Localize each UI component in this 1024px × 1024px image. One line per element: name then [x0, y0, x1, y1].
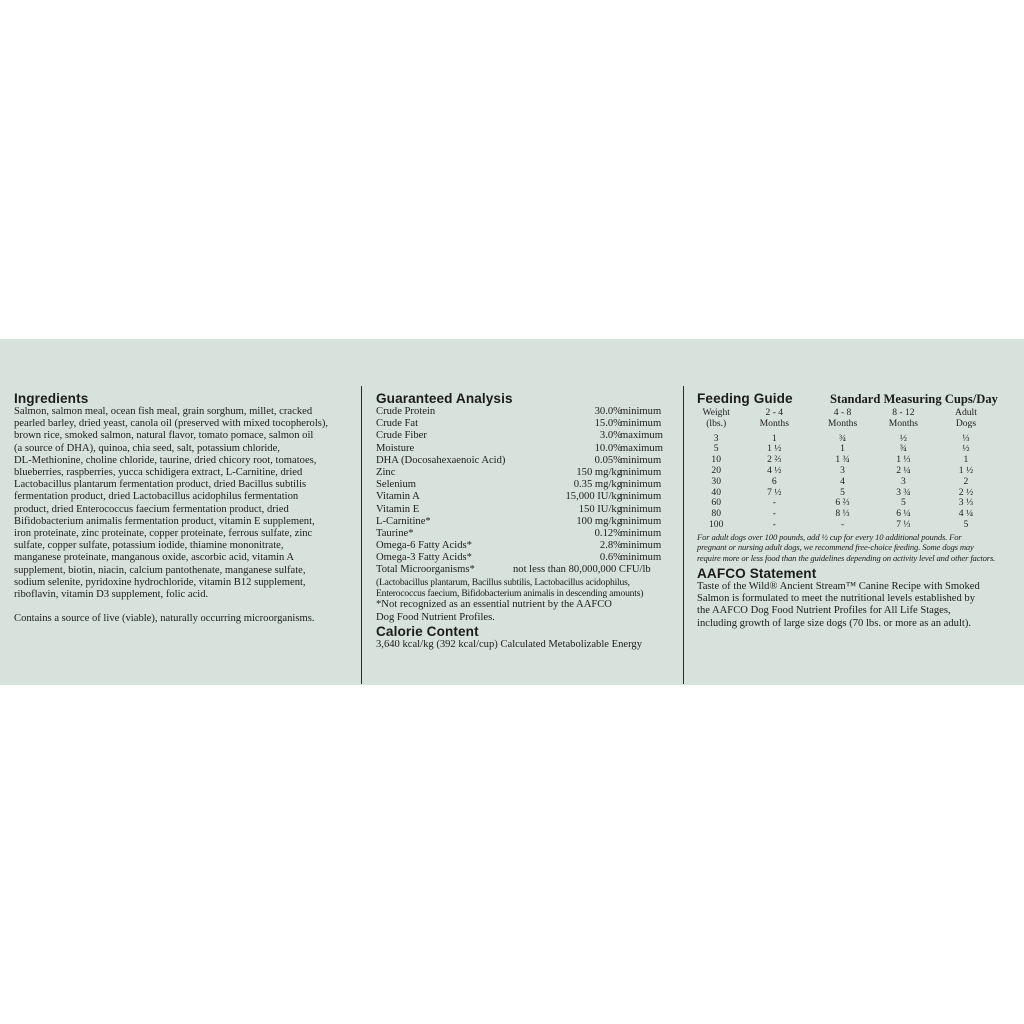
feeding-column-header	[735, 408, 813, 430]
analysis-value: 2.8%	[599, 540, 622, 552]
analysis-qualifier: minimum	[620, 454, 662, 466]
feeding-table-header	[697, 408, 997, 430]
feeding-cups-cell: -	[772, 518, 776, 530]
feeding-row	[697, 509, 997, 520]
ingredients-list: Salmon, salmon meal, ocean fish meal, grain sorghum, millet, cracked pearled barley, dried yeast, canola oil (preserved with mixed tocopherols), brown rice, smoked salmon, natural flavor, tomato pomace, salmon oil (a source of DHA), quinoa, chia seed, salt, potassium chloride, DL-Methionine, choline chloride, taurine, dried chicory root, tomatoes, blueberries, raspberries, yucca schidigera extract, L-Carnitine, dried Lactobacillus plantarum fermentation product, dried Bacillus subtilis fermentation product, dried Lactobacillus acidophilus fermentation product, dried Enterococcus faecium fermentation product, dried Bifidobacterium animalis fermentation product, vitamin E supplement, iron proteinate, zinc proteinate, copper proteinate, ferrous sulfate, zinc sulfate, copper sulfate, potassium iodide, thiamine mononitrate, manganese proteinate, manganous oxide, ascorbic acid, vitamin A supplement, biotin, niacin, calcium pantothenate, manganese sulfate, sodium selenite, pyridoxine hydrochloride, vitamin B12 supplement, riboflavin, vitamin D3 supplement, folic acid.	[14, 406, 329, 601]
feeding-cups-cell: 3 ¾	[896, 486, 911, 498]
column-header-line1: Adult	[955, 407, 977, 418]
analysis-nutrient: L-Carnitine*	[376, 515, 431, 527]
feeding-cups-cell: 1	[771, 432, 777, 444]
feeding-cups-cell: 6 ¼	[896, 508, 911, 520]
feeding-cups-cell: ¾	[838, 432, 847, 444]
analysis-value: 0.05%	[594, 454, 622, 466]
analysis-qualifier: minimum	[620, 503, 662, 515]
aafco-statement-text: Taste of the Wild® Ancient Stream™ Canine Recipe with Smoked Salmon is formulated to meet the nutritional levels established by the AAFCO Dog Food Nutrient Profiles for All Life Stages, including growth of large size dogs (70 lbs. or more as an adult).	[697, 580, 980, 629]
analysis-table	[376, 406, 676, 564]
analysis-qualifier: minimum	[620, 527, 662, 539]
analysis-row	[376, 406, 676, 418]
ingredients-section	[14, 392, 354, 625]
analysis-value: 3.0%	[599, 430, 622, 442]
feeding-cups-cell: 2 ½	[958, 486, 974, 498]
feeding-column-header	[697, 408, 735, 430]
analysis-value: 0.6%	[599, 552, 622, 564]
analysis-row	[376, 516, 676, 528]
microorganism-species-note: (Lactobacillus plantarum, Bacillus subtilis, Lactobacillus acidophilus, Enterococcus faecium, Bifidobacterium animalis in descending amounts)	[376, 576, 644, 600]
analysis-row	[376, 455, 676, 467]
column-header-line1: Weight	[702, 407, 730, 418]
analysis-nutrient: Crude Protein	[376, 406, 436, 417]
feeding-cups-cell: 1 ⅓	[896, 454, 911, 466]
ingredients-probiotic-note: Contains a source of live (viable), naturally occurring microorganisms.	[14, 613, 315, 625]
feeding-cups-cell: 8 ⅓	[835, 508, 850, 520]
feeding-cups-cell: ⅓	[962, 432, 970, 444]
feeding-guide-note: For adult dogs over 100 pounds, add ½ cup for every 10 additional pounds. For pregnant or nursing adult dogs, we recommend free-choice feeding. Some dogs may require more or less food than the guidelines depending on activity level and other factors.	[697, 531, 996, 563]
analysis-qualifier: minimum	[620, 540, 662, 552]
analysis-nutrient: Taurine*	[376, 527, 414, 539]
analysis-value: 0.12%	[594, 527, 622, 539]
feeding-guide-subheading: Standard Measuring Cups/Day	[830, 392, 998, 406]
analysis-row	[376, 430, 676, 442]
calorie-content-heading: Calorie Content	[376, 623, 479, 639]
feeding-cups-cell: 6	[771, 475, 777, 487]
feeding-weight-cell: 3	[713, 432, 719, 444]
analysis-value: 100 mg/kg	[576, 515, 622, 527]
feeding-cups-cell: 1	[963, 454, 969, 466]
label-panel	[0, 339, 1024, 685]
column-header-line2: (lbs.)	[706, 417, 727, 429]
feeding-guide-heading: Feeding Guide	[697, 391, 793, 406]
feeding-cups-cell: 7 ⅓	[896, 518, 911, 530]
feeding-cups-cell: 5	[840, 486, 845, 498]
column-header-line1: 4 - 8	[833, 407, 852, 418]
feeding-cups-cell: 4	[840, 475, 845, 487]
aafco-statement-heading: AAFCO Statement	[697, 565, 817, 581]
analysis-row	[376, 491, 676, 503]
feeding-cups-cell: 3 ⅓	[958, 497, 974, 509]
feeding-cups-cell: 3	[840, 464, 845, 476]
column-header-line2: Months	[759, 417, 789, 429]
feeding-cups-cell: 2	[963, 475, 969, 487]
calorie-content-text: 3,640 kcal/kg (392 kcal/cup) Calculated Metabolizable Energy	[376, 638, 643, 650]
analysis-nutrient: Vitamin E	[376, 503, 420, 515]
feeding-row	[697, 520, 997, 531]
analysis-row	[376, 467, 676, 479]
column-divider-1	[361, 386, 362, 684]
analysis-row-microorganisms	[376, 564, 676, 576]
guaranteed-analysis-heading: Guaranteed Analysis	[376, 391, 513, 406]
analysis-qualifier: minimum	[620, 491, 662, 503]
feeding-cups-cell: 6 ⅔	[835, 497, 850, 509]
analysis-nutrient: Moisture	[376, 442, 415, 454]
analysis-row	[376, 552, 676, 564]
analysis-nutrient: Vitamin A	[376, 491, 420, 503]
analysis-value: 150 IU/kg	[578, 503, 622, 515]
feeding-column-header	[935, 408, 997, 430]
feeding-cups-cell: 1 ½	[958, 464, 974, 476]
feeding-column-header	[872, 408, 935, 430]
analysis-qualifier: maximum	[620, 442, 663, 454]
analysis-qualifier: minimum	[620, 418, 662, 430]
analysis-nutrient: Total Microorganisms*	[376, 564, 475, 576]
feeding-weight-cell: 80	[711, 508, 721, 520]
analysis-nutrient: Selenium	[376, 479, 417, 491]
column-header-line2: Months	[888, 417, 919, 429]
analysis-value: 15.0%	[594, 418, 622, 430]
analysis-value: 15,000 IU/kg	[565, 491, 622, 503]
feeding-cups-cell: 5	[963, 518, 969, 530]
feeding-cups-cell: ½	[962, 443, 970, 455]
ingredients-heading: Ingredients	[14, 391, 89, 406]
analysis-nutrient: Omega-3 Fatty Acids*	[376, 552, 472, 564]
feeding-weight-cell: 40	[711, 486, 721, 498]
column-header-line2: Dogs	[955, 417, 977, 429]
analysis-nutrient: Zinc	[376, 466, 396, 478]
feeding-cups-cell: ¾	[899, 443, 907, 455]
analysis-nutrient: Omega-6 Fatty Acids*	[376, 540, 472, 552]
feeding-cups-cell: 1	[840, 443, 845, 455]
feeding-cups-cell: 4 ¼	[958, 508, 974, 520]
analysis-row	[376, 540, 676, 552]
aafco-footnote: *Not recognized as an essential nutrient by the AAFCO Dog Food Nutrient Profiles.	[376, 599, 612, 623]
analysis-nutrient: Crude Fat	[376, 418, 419, 430]
feeding-cups-cell: 2 ¼	[896, 464, 911, 476]
column-header-line1: 8 - 12	[892, 407, 915, 418]
analysis-qualifier: minimum	[620, 552, 662, 564]
guaranteed-analysis-section	[376, 392, 676, 651]
feeding-cups-cell: 1 ¾	[835, 454, 850, 466]
feeding-cups-cell: -	[772, 497, 776, 509]
feeding-weight-cell: 20	[711, 464, 721, 476]
feeding-weight-cell: 10	[711, 454, 721, 466]
feeding-weight-cell: 100	[709, 518, 724, 530]
feeding-cups-cell: -	[772, 508, 776, 520]
feeding-weight-cell: 5	[713, 443, 719, 455]
feeding-table	[697, 408, 997, 531]
feeding-cups-cell: 3	[900, 475, 906, 487]
feeding-row	[697, 477, 997, 488]
column-header-line1: 2 - 4	[765, 407, 784, 418]
analysis-row	[376, 504, 676, 516]
analysis-row	[376, 479, 676, 491]
analysis-value: not less than 80,000,000 CFU/lb	[513, 564, 651, 576]
analysis-row	[376, 528, 676, 540]
analysis-row	[376, 418, 676, 430]
analysis-value: 150 mg/kg	[576, 466, 622, 478]
analysis-row	[376, 443, 676, 455]
feeding-guide-section	[697, 392, 1019, 630]
feeding-row	[697, 434, 997, 445]
analysis-qualifier: maximum	[620, 430, 663, 442]
analysis-qualifier: minimum	[620, 406, 662, 417]
feeding-cups-cell: 4 ½	[767, 464, 782, 476]
feeding-cups-cell: 7 ½	[767, 486, 782, 498]
feeding-cups-cell: -	[840, 518, 845, 530]
feeding-cups-cell: 5	[900, 497, 906, 509]
feeding-weight-cell: 60	[711, 497, 721, 509]
column-header-line2: Months	[827, 417, 858, 429]
analysis-value: 0.35 mg/kg	[573, 479, 622, 491]
analysis-nutrient: DHA (Docosahexaenoic Acid)	[376, 454, 506, 466]
feeding-cups-cell: 2 ⅔	[767, 454, 782, 466]
feeding-cups-cell: 1 ½	[767, 443, 782, 455]
feeding-row	[697, 455, 997, 466]
analysis-qualifier: minimum	[620, 515, 662, 527]
feeding-row	[697, 466, 997, 477]
feeding-cups-cell: ½	[899, 432, 907, 444]
column-divider-2	[683, 386, 684, 684]
feeding-weight-cell: 30	[711, 475, 721, 487]
analysis-nutrient: Crude Fiber	[376, 430, 427, 442]
analysis-value: 30.0%	[594, 406, 622, 417]
analysis-qualifier: minimum	[620, 466, 662, 478]
analysis-value: 10.0%	[594, 442, 622, 454]
analysis-qualifier: minimum	[620, 479, 662, 491]
feeding-column-header	[813, 408, 872, 430]
